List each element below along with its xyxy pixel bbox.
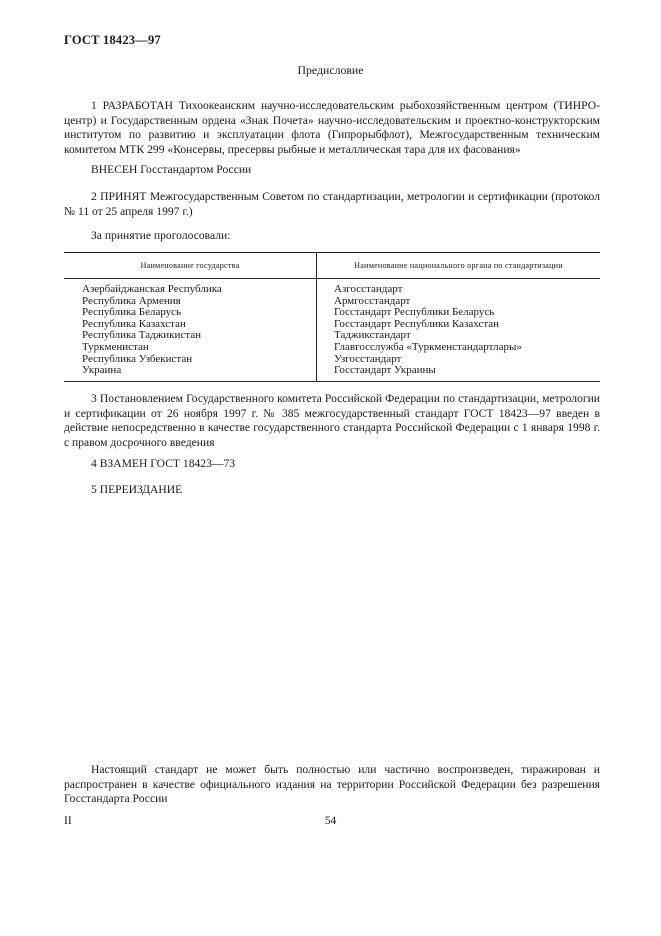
list-item: Республика Таджикистан [82, 329, 201, 342]
list-item: Азгосстандарт [334, 283, 403, 295]
list-item: Таджикстандарт [334, 329, 411, 342]
table-header-body: Наименование национального органа по стандартизации [354, 261, 563, 270]
list-item: Республика Узбекистан [82, 352, 193, 365]
table-header-row [64, 253, 600, 279]
list-item: Госстандарт Украины [334, 364, 436, 377]
table-column-divider [316, 253, 317, 381]
page-title: Предисловие [297, 63, 364, 77]
list-item: Республика Беларусь [82, 306, 182, 319]
page-number: 54 [324, 814, 337, 827]
standards-body-list [334, 284, 522, 377]
paragraph-replaces: 4 ВЗАМЕН ГОСТ 18423—73 [91, 457, 236, 470]
paragraph-developed: 1 РАЗРАБОТАН Тихоокеанским научно-исследовательским рыбохозяйственным центром (ТИНРО-центр) и Государственным ордена «Знак Почета» научно-исследовательским и проектно-конструкторским институтом по развитию и эксплуатации флота (Гипрорыбфлот), Межгосударственным техническим комитетом МТК 299 «Консервы, пресервы рыбные и металлическая тара для их фасования» [64, 99, 600, 156]
copyright-notice: Настоящий стандарт не может быть полностью или частично воспроизведен, тиражирован и распространен в качестве официального издания на территории Российской Федерации без разрешения Госстандарта России [64, 763, 600, 806]
list-item: Туркменистан [82, 340, 149, 353]
list-item: Азербайджанская Республика [82, 283, 222, 295]
list-item: Узгосстандарт [334, 352, 402, 365]
paragraph-resolution: 3 Постановлением Государственного комитета Российской Федерации по стандартизации, метрологии и сертификации от 26 ноября 1997 г. № 385 межгосударственный стандарт ГОСТ 18423—97 введен в действие непосредственно в качестве государственного стандарта Российской Федерации с 1 января 1998 г. с правом досрочного введения [64, 392, 600, 449]
list-item: Госстандарт Республики Казахстан [334, 317, 500, 330]
list-item: Республика Армения [82, 294, 181, 307]
paragraph-introduced: ВНЕСЕН Госстандартом России [91, 163, 252, 176]
paragraph-reissue: 5 ПЕРЕИЗДАНИЕ [91, 483, 183, 496]
list-item: Госстандарт Республики Беларусь [334, 306, 495, 319]
paragraph-voted: За принятие проголосовали: [91, 229, 231, 242]
voting-table [64, 252, 600, 382]
table-header-state: Наименование государства [140, 261, 240, 270]
list-item: Армгосстандарт [334, 294, 411, 307]
list-item: Главгосслужба «Туркменстандартлары» [334, 340, 522, 353]
document-header: ГОСТ 18423—97 [64, 33, 161, 47]
list-item: Республика Казахстан [82, 317, 186, 330]
page-roman-numeral: II [64, 814, 72, 827]
paragraph-adopted: 2 ПРИНЯТ Межгосударственным Советом по стандартизации, метрологии и сертификации (протокол № 11 от 25 апреля 1997 г.) [64, 190, 600, 218]
state-list [82, 284, 222, 377]
list-item: Украина [82, 364, 122, 377]
